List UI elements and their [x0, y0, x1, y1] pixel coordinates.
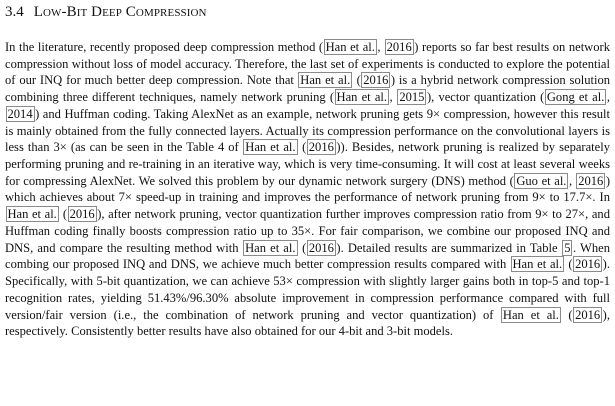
paragraph-text: ), vector quantization ( [426, 90, 545, 105]
paragraph-text: In the literature, recently proposed deep compression method ( [5, 40, 324, 54]
citation-link[interactable]: 2016 [363, 73, 389, 88]
paragraph-text: ( [298, 240, 307, 255]
paragraph-text: . When combing our proposed INQ and DNS, we achieve much better compression results compared with [5, 240, 610, 272]
paragraph-text: ( [59, 207, 68, 222]
citation-link[interactable]: Han et al. [300, 73, 351, 88]
citation-link[interactable]: Han et al. [245, 240, 296, 255]
citation-link[interactable]: Han et al. [245, 140, 296, 155]
paragraph-text: ) which achieves about 7× speed-up in training and improves the performance of network pruning from 9× to 17.7×. In [5, 173, 610, 205]
citation-link[interactable]: Han et al. [336, 90, 388, 105]
citation-link[interactable]: 2016 [308, 140, 334, 155]
paragraph-text: )). Besides, network pruning is realized by separately performing pruning and re-training in an iterative way, which is very time-consuming. It will cost at least several weeks for compressing AlexNet. We solved this problem by our dynamic network surgery (DNS) method ( [5, 140, 610, 188]
citation-link[interactable]: Han et al. [502, 307, 559, 322]
paragraph-text: , [377, 40, 385, 54]
table-reference-link[interactable]: 5 [564, 240, 571, 255]
paragraph-text: , [568, 173, 576, 188]
section-paragraph [5, 39, 610, 340]
paragraph-text: ) reports so far best results on network compression without loss of model accuracy. Therefore, the last set of experiments is conducted to explore the potential of our INQ for much better deep compression. Note that [5, 40, 610, 88]
citation-link[interactable]: Guo et al. [516, 173, 567, 188]
paragraph-text: ( [298, 140, 307, 155]
citation-link[interactable]: 2016 [69, 207, 95, 222]
citation-link[interactable]: 2016 [575, 257, 601, 272]
section-title: Low-Bit Deep Compression [33, 4, 207, 20]
paragraph-text: , [606, 90, 610, 105]
citation-link[interactable]: Han et al. [325, 40, 375, 54]
paragraph-text: ( [564, 257, 573, 272]
citation-link[interactable]: 2016 [308, 240, 334, 255]
section-heading [5, 3, 610, 21]
citation-link[interactable]: 2016 [578, 173, 604, 188]
paragraph-text: ( [561, 307, 573, 322]
paper-page [5, 0, 610, 340]
citation-link[interactable]: 2016 [575, 307, 601, 322]
paragraph-text: ), after network pruning, vector quantization further improves compression ratio from 9× to 27×, and Huffman coding finally boosts compression ratio up to 35×. For fair comparison, we combine our proposed INQ and DNS, and compare the resulting method with [5, 207, 610, 255]
citation-link[interactable]: 2014 [7, 106, 33, 121]
paragraph-text: ) is a hybrid network compression solution combining three different techniques, namely network pruning ( [5, 73, 610, 105]
paragraph-text: ) and Huffman coding. Taking AlexNet as an example, network pruning gets 9× compression, however this result is mainly obtained from the fully connected layers. Actually its compression performance on the convolutional layers is less than 3× (as can be seen in the Table 4 of [5, 106, 610, 155]
paragraph-text: ( [352, 73, 361, 88]
section-number: 3.4 [5, 4, 24, 20]
paragraph-text: ), respectively. Consistently better results have also obtained for our 4-bit and 3-bit models. [5, 307, 610, 339]
paragraph-text: , [389, 90, 397, 105]
citation-link[interactable]: Han et al. [7, 207, 57, 222]
citation-link[interactable]: 2016 [386, 40, 412, 54]
citation-link[interactable]: 2015 [399, 90, 425, 105]
citation-link[interactable]: Han et al. [512, 257, 563, 272]
paragraph-text: ). Detailed results are summarized in Table [336, 240, 562, 255]
citation-link[interactable]: Gong et al. [546, 90, 605, 105]
paragraph-text: ). Specifically, with 5-bit quantization, we can achieve 53× compression with slightly larger gains both in top-5 and top-1 recognition rates, yielding 51.43%/96.30% absolute improvement in compression performance compared with full version/fair version (i.e., the combination of network pruning and vector quantization) of [5, 257, 610, 322]
